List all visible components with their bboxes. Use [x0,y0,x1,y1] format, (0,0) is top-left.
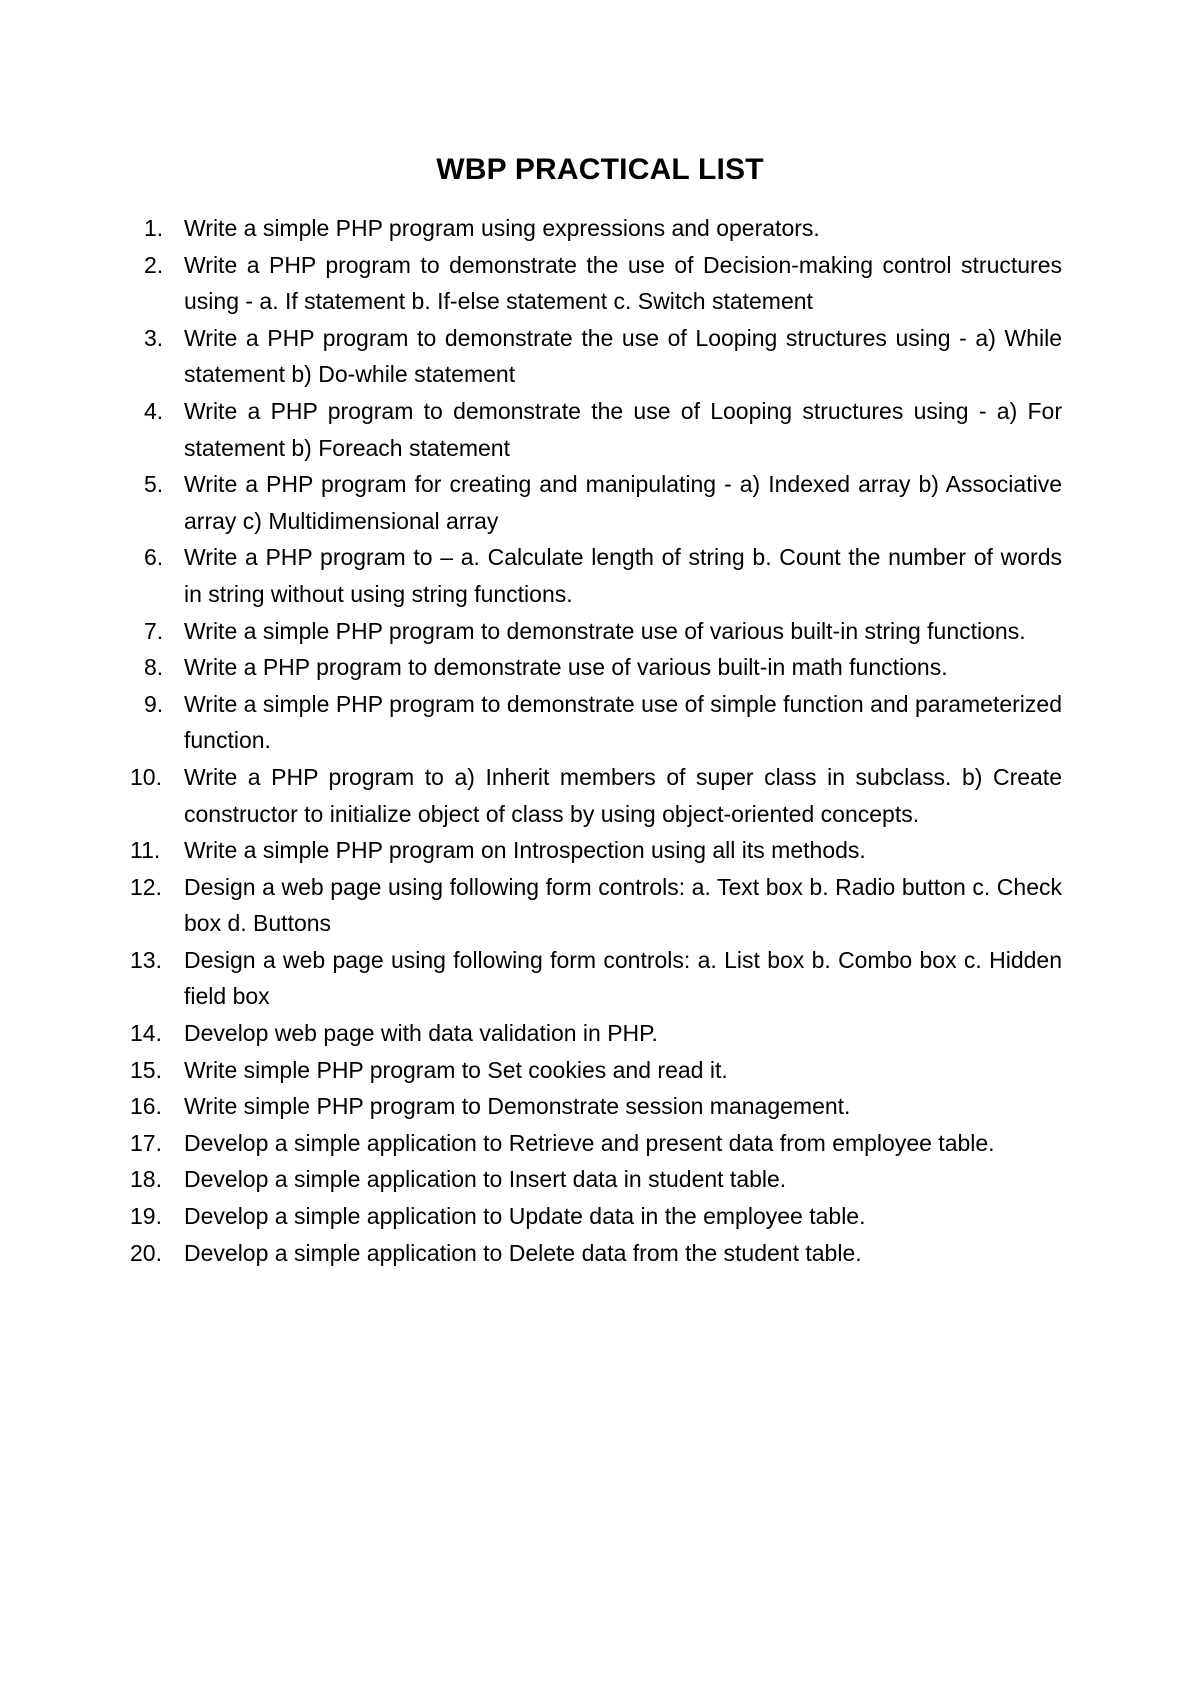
item-text: Write a simple PHP program using expressions and operators. [184,215,820,241]
item-text: Write a PHP program to demonstrate the use of Looping structures using - a) For statement b) Foreach statement [184,397,1062,461]
list-item [130,1235,1062,1272]
item-number: 19. [130,1203,162,1230]
item-text: Write a simple PHP program to demonstrate use of various built-in string functions. [184,617,1026,644]
item-number: 11. [130,837,161,864]
item-number: 4. [144,397,164,424]
item-text: Write a PHP program to demonstrate use of various built-in math functions. [184,654,948,681]
item-text: Develop web page with data validation in PHP. [184,1020,658,1047]
item-text: Write a PHP program to demonstrate the use of Decision-making control structures using - a. If statement b. If-else statement c. Switch statement [184,251,1062,315]
item-number: 20. [130,1239,162,1266]
item-text: Write a simple PHP program on Introspection using all its methods. [184,837,866,864]
page-title: WBP PRACTICAL LIST [436,153,764,186]
list-item [144,393,1062,466]
item-number: 15. [130,1056,162,1083]
item-text: Write simple PHP program to Demonstrate session management. [184,1093,851,1120]
item-number: 18. [130,1166,162,1193]
list-item [144,539,1062,612]
list-item [130,869,1062,942]
list-item [130,942,1062,1015]
item-text: Design a web page using following form controls: a. Text box b. Radio button c. Check box d. Buttons [184,873,1062,937]
practical-list [130,210,1062,1271]
item-number: 16. [130,1093,162,1120]
item-number: 2. [144,251,164,278]
list-item [144,466,1062,539]
item-number: 13. [130,946,162,973]
item-number: 10. [130,763,162,790]
item-number: 14. [130,1020,162,1047]
item-text: Develop a simple application to Insert data in student table. [184,1166,787,1193]
list-item [144,613,1062,650]
item-number: 6. [144,544,164,571]
item-text: Write a PHP program to a) Inherit members of super class in subclass. b) Create constructor to initialize object of class by using object-oriented concepts. [184,763,1062,827]
list-item [130,1015,1062,1052]
list-item [130,1052,1062,1089]
item-text: Design a web page using following form controls: a. List box b. Combo box c. Hidden field box [184,946,1062,1010]
list-item [144,649,1062,686]
item-text: Develop a simple application to Update data in the employee table. [184,1203,866,1230]
item-number: 12. [130,873,162,900]
item-number: 9. [144,690,164,717]
item-text: Write a simple PHP program to demonstrate use of simple function and parameterized function. [184,690,1062,754]
item-text: Develop a simple application to Delete data from the student table. [184,1239,862,1266]
list-item [130,1161,1062,1198]
item-number: 17. [130,1129,162,1156]
item-text: Write a PHP program for creating and manipulating - a) Indexed array b) Associative array c) Multidimensional array [184,471,1062,534]
item-text: Write a PHP program to demonstrate the use of Looping structures using - a) While statement b) Do-while statement [184,324,1062,388]
list-item [144,686,1062,759]
list-item [144,210,1062,247]
item-text: Develop a simple application to Retrieve and present data from employee table. [184,1129,995,1156]
item-text: Write a PHP program to – a. Calculate length of string b. Count the number of words in string without using string functions. [184,544,1062,607]
item-number: 5. [144,471,164,498]
list-item [130,832,1062,869]
item-number: 1. [144,215,164,241]
list-item [144,247,1062,320]
list-item [130,1125,1062,1162]
item-number: 8. [144,654,164,681]
item-text: Write simple PHP program to Set cookies and read it. [184,1056,728,1083]
item-number: 3. [144,324,164,351]
list-item [130,759,1062,832]
item-number: 7. [144,617,164,644]
list-item [130,1198,1062,1235]
list-item [144,320,1062,393]
list-item [130,1088,1062,1125]
